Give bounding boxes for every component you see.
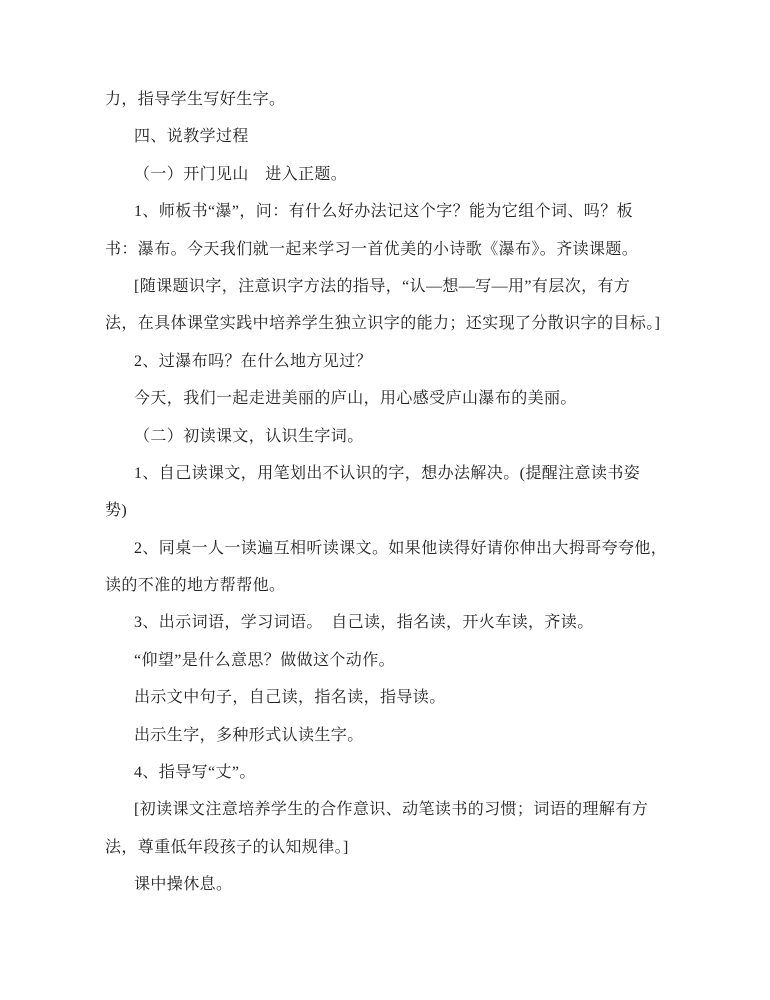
text-line: 课中操休息。	[134, 876, 233, 894]
text-line: 出示文中句子，自己读，指名读，指导读。	[134, 689, 446, 707]
text-line: （二）初读课文，认识生字词。	[134, 427, 364, 445]
text-line: 势)	[105, 502, 128, 520]
text-line: 1、师板书“瀑”，问：有什么好办法记这个字？能为它组个词、吗？板	[134, 203, 634, 221]
text-line: [初读课文注意培养学生的合作意识、动笔读书的习惯；词语的理解有方	[134, 801, 649, 819]
text-line: 法，在具体课堂实践中培养学生独立识字的能力；还实现了分散识字的目标。]	[105, 315, 661, 333]
text-line: 出示生字，多种形式认读生字。	[134, 726, 364, 744]
text-line: 读的不准的地方帮帮他。	[105, 577, 286, 595]
text-line: “仰望”是什么意思？做做这个动作。	[134, 651, 396, 669]
text-line: 今天，我们一起走进美丽的庐山，用心感受庐山瀑布的美丽。	[134, 390, 577, 408]
text-line: 书：瀑布。今天我们就一起来学习一首优美的小诗歌《瀑布》。齐读课题。	[105, 240, 639, 258]
text-line: 2、过瀑布吗？在什么地方见过？	[134, 352, 373, 370]
text-line: [随课题识字，注意识字方法的指导，“认—想—写—用”有层次，有方	[134, 277, 631, 295]
text-line: 四、说教学过程	[134, 128, 249, 146]
text-line: 4、指导写“丈”。	[134, 764, 256, 782]
text-line: 2、同桌一人一读遍互相听读课文。如果他读得好请你伸出大拇哥夸夸他，	[134, 539, 668, 557]
text-line: （一）开门见山 进入正题。	[134, 165, 348, 183]
text-line: 法，尊重低年段孩子的认知规律。]	[105, 838, 349, 856]
text-line: 1、自己读课文，用笔划出不认识的字，想办法解决。(提醒注意读书姿	[134, 464, 641, 482]
text-line: 力，指导学生写好生字。	[105, 91, 286, 108]
text-line: 3、出示词语，学习词语。 自己读，指名读，开火车读，齐读。	[134, 614, 594, 632]
